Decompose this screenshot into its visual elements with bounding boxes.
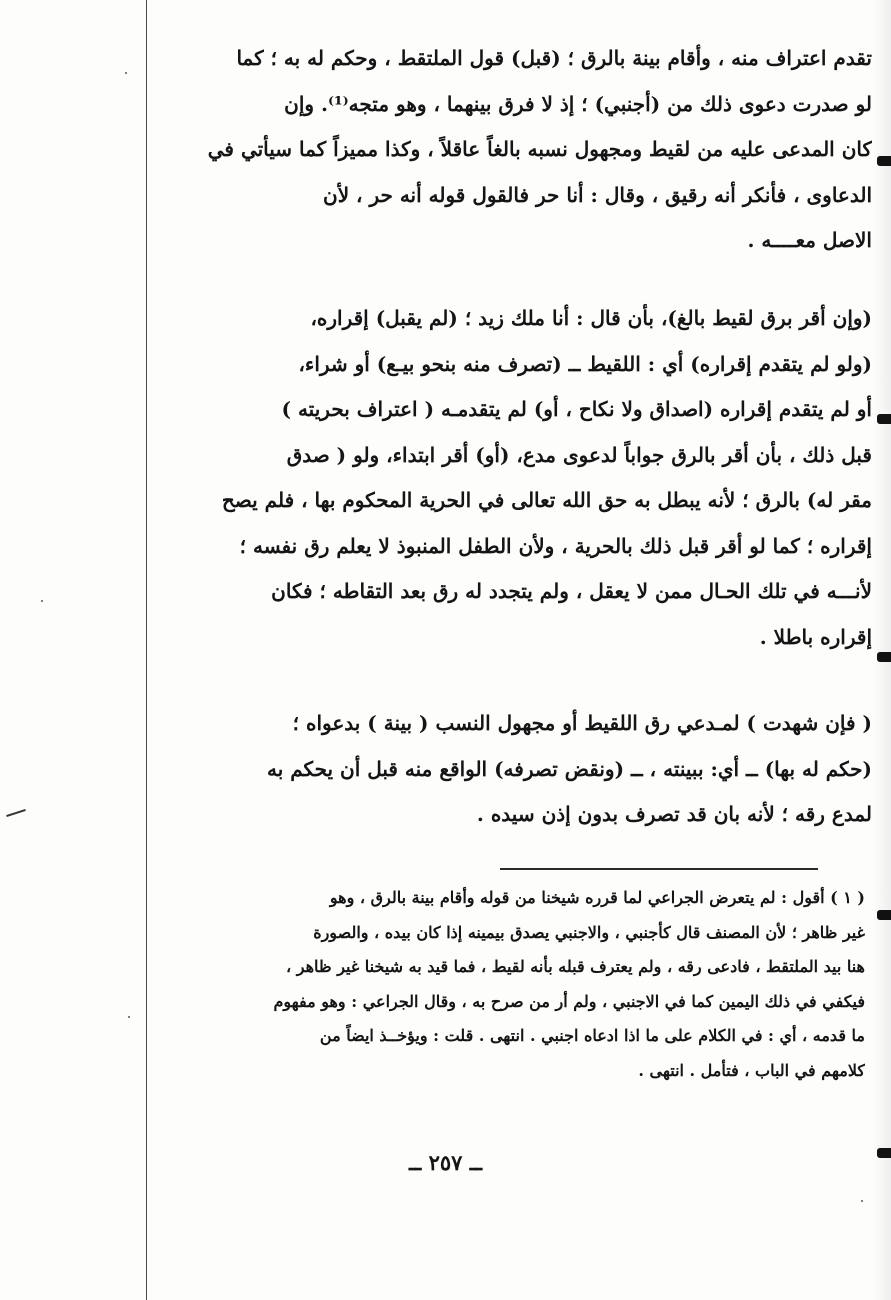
paragraph-1 xyxy=(160,36,872,264)
text-line: لو صدرت دعوى ذلك من (أجنبي) ؛ إذ لا فرق بينهما ، وهو متجه⁽¹⁾. وإن xyxy=(284,91,872,116)
text-line: أو لم يتقدم إقراره (اصداق ولا نكاح ، أو) لم يتقدمـه ( اعتراف بحريته ) xyxy=(281,397,872,421)
scan-speck xyxy=(128,1016,130,1018)
text-line: إقراره ؛ كما لو أقر قبل ذلك بالحرية ، ولأن الطفل المنبوذ لا يعلم رق نفسه ؛ xyxy=(239,533,872,558)
text-line: قبل ذلك ، بأن أقر بالرق جواباً لدعوى مدع، (أو) أقر ابتداء، ولو ( صدق xyxy=(286,442,872,467)
paragraph-2 xyxy=(160,296,872,660)
text-line: تقدم اعتراف منه ، وأقام بينة بالرق ؛ (قبل) قول الملتقط ، وحكم له به ؛ كما xyxy=(236,46,872,70)
edge-mark xyxy=(877,156,891,166)
text-line: لمدع رقه ؛ لأنه بان قد تصرف بدون إذن سيده . xyxy=(476,802,872,826)
footnote-line: كلامهم في الباب ، فتأمل . انتهى . xyxy=(638,1060,865,1080)
page-edge-shadow xyxy=(873,0,891,1300)
text-line: إقراره باطلا . xyxy=(759,624,872,649)
edge-mark xyxy=(877,910,891,920)
text-line: الدعاوى ، فأنكر أنه رقيق ، وقال : أنا حر فالقول قوله أنه حر ، لأن xyxy=(323,182,872,207)
text-line: الاصل معــــه . xyxy=(747,228,872,252)
text-line: ( فإن شهدت ) لمـدعي رق اللقيط أو مجهول النسب ( بينة ) بدعواه ؛ xyxy=(292,711,872,735)
footnote-line: هنا بيد الملتقط ، فادعى رقه ، ولم يعترف قبله بأنه لقيط ، فما قيد به شيخنا غير ظاهر ، xyxy=(286,957,865,976)
scan-speck xyxy=(125,72,127,74)
scan-speck xyxy=(41,600,43,602)
page-number: ــ ٢٥٧ ــ xyxy=(408,1150,483,1175)
edge-mark xyxy=(877,414,891,424)
text-line: (وإن أقر برق لقيط بالغ)، بأن قال : أنا ملك زيد ؛ (لم يقبل) إقراره، xyxy=(310,306,872,330)
paragraph-3 xyxy=(160,701,872,838)
text-line: كان المدعى عليه من لقيط ومجهول نسبه بالغاً عاقلاً ، وكذا مميزاً كما سيأتي في xyxy=(207,137,872,161)
text-line: (ولو لم يتقدم إقراره) أي : اللقيط ــ (تصرف منه بنحو بيـع) أو شراء، xyxy=(298,351,872,376)
scan-speck xyxy=(861,1200,863,1202)
footnote-line: ما قدمه ، أي : في الكلام على ما اذا ادعاه اجنبي . انتهى . قلت : ويؤخــذ ايضاً من xyxy=(319,1026,865,1045)
text-line: مقر له) بالرق ؛ لأنه يبطل به حق الله تعالى في الحرية المحكوم بها ، فلم يصح xyxy=(221,488,872,512)
footnote xyxy=(180,881,865,1088)
footnote-separator xyxy=(500,868,818,870)
edge-mark xyxy=(877,652,891,662)
text-line: لأنـــه في تلك الحـال ممن لا يعقل ، ولم يتجدد له رق بعد التقاطه ؛ فكان xyxy=(271,579,872,603)
margin-tick-mark xyxy=(6,809,26,817)
text-line: (حكم له بها) ــ أي: ببينته ، ــ (ونقض تصرفه) الواقع منه قبل أن يحكم به xyxy=(266,756,872,781)
footnote-line: فيكفي في ذلك اليمين كما في الاجنبي ، ولم أر من صرح به ، وقال الجراعي : وهو مفهوم xyxy=(273,991,865,1011)
footnote-line: ( ١ ) أقول : لم يتعرض الجراعي لما قرره شيخنا من قوله وأقام بينة بالرق ، وهو xyxy=(329,888,865,907)
binding-edge-line xyxy=(146,0,147,1300)
footnote-line: غير ظاهر ؛ لأن المصنف قال كأجنبي ، والاجنبي يصدق بيمينه إذا كان بيده ، والصورة xyxy=(313,922,865,942)
